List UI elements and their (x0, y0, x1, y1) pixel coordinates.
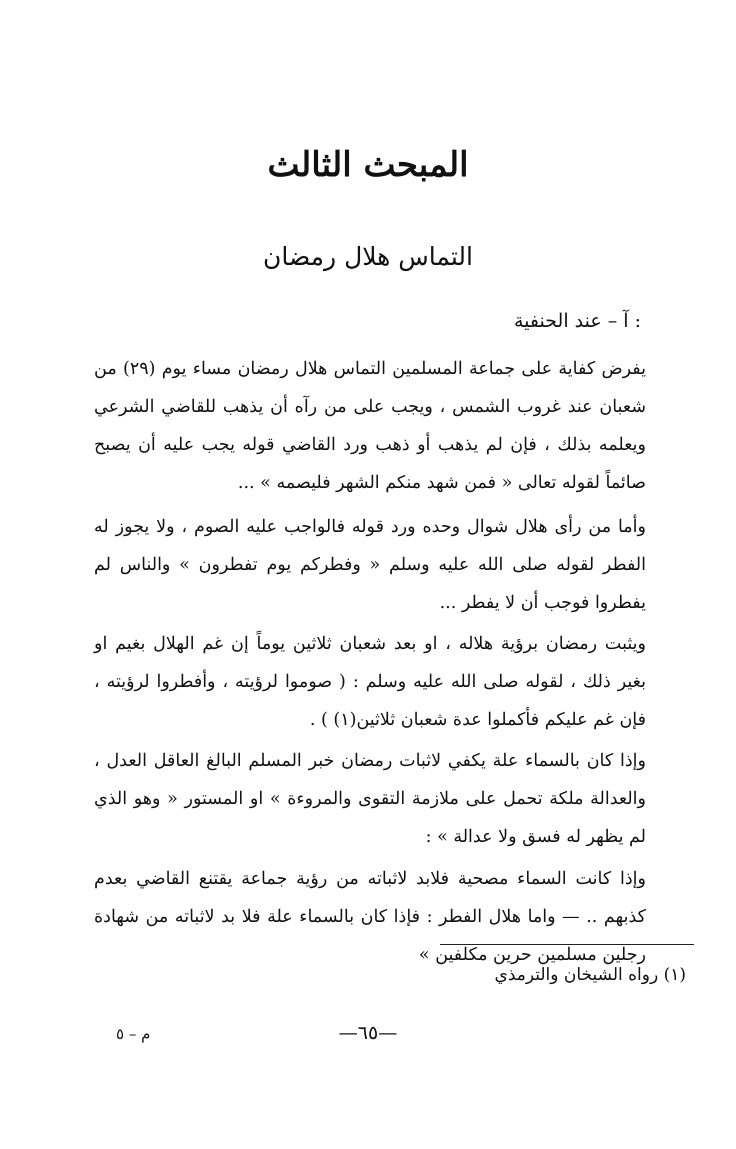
paragraph: وإذا كانت السماء مصحية فلابد لاثباته من رؤية جماعة يقتنع القاضي بعدم كذبهم .. — واما هلال الفطر : فإذا كان بالسماء علة فلا بد لاثباته من شهادة رجلين مسلمين حرين مكلفين » (94, 869, 646, 965)
chapter-title: المبحث الثالث (267, 145, 469, 185)
footnote-divider (440, 944, 694, 945)
paragraph: يفرض كفاية على جماعة المسلمين التماس هلال رمضان مساء يوم (٢٩) من شعبان عند غروب الشمس ، ويجب على من رآه أن يذهب للقاضي الشرعي ويعلمه بذلك ، فإن لم يذهب أو ذهب ورد القاضي قوله يجب عليه أن يصبح صائماً لقوله تعالى « فمن شهد منكم الشهر فليصمه » ... (94, 359, 646, 493)
page-number: —٦٥— (338, 1022, 398, 1044)
section-subtitle: التماس هلال رمضان (263, 242, 473, 271)
signature-mark: م – ٥ (116, 1025, 151, 1043)
paragraph: وإذا كان بالسماء علة يكفي لاثبات رمضان خبر المسلم البالغ العاقل العدل ، والعدالة ملكة تحمل على ملازمة التقوى والمروءة » او المستور « وهو الذي لم يظهر له فسق ولا عدالة » : (94, 751, 646, 847)
paragraph: ويثبت رمضان برؤية هلاله ، او بعد شعبان ثلاثين يوماً إن غم الهلال بغيم او بغير ذلك ، لقوله صلى الله عليه وسلم : ( صوموا لرؤيته ، وأفطروا لرؤيته ، فإن غم عليكم فأكملوا عدة شعبان ثلاثين(١) ) . (94, 634, 646, 730)
section-label: آ – عند الحنفية : (514, 310, 641, 332)
footnote: (١) رواه الشيخان والترمذي (494, 965, 686, 985)
paragraph: وأما من رأى هلال شوال وحده ورد قوله فالواجب عليه الصوم ، ولا يجوز له الفطر لقوله صلى الله عليه وسلم « وفطركم يوم تفطرون » والناس لم يفطروا فوجب أن لا يفطر ... (94, 517, 646, 613)
